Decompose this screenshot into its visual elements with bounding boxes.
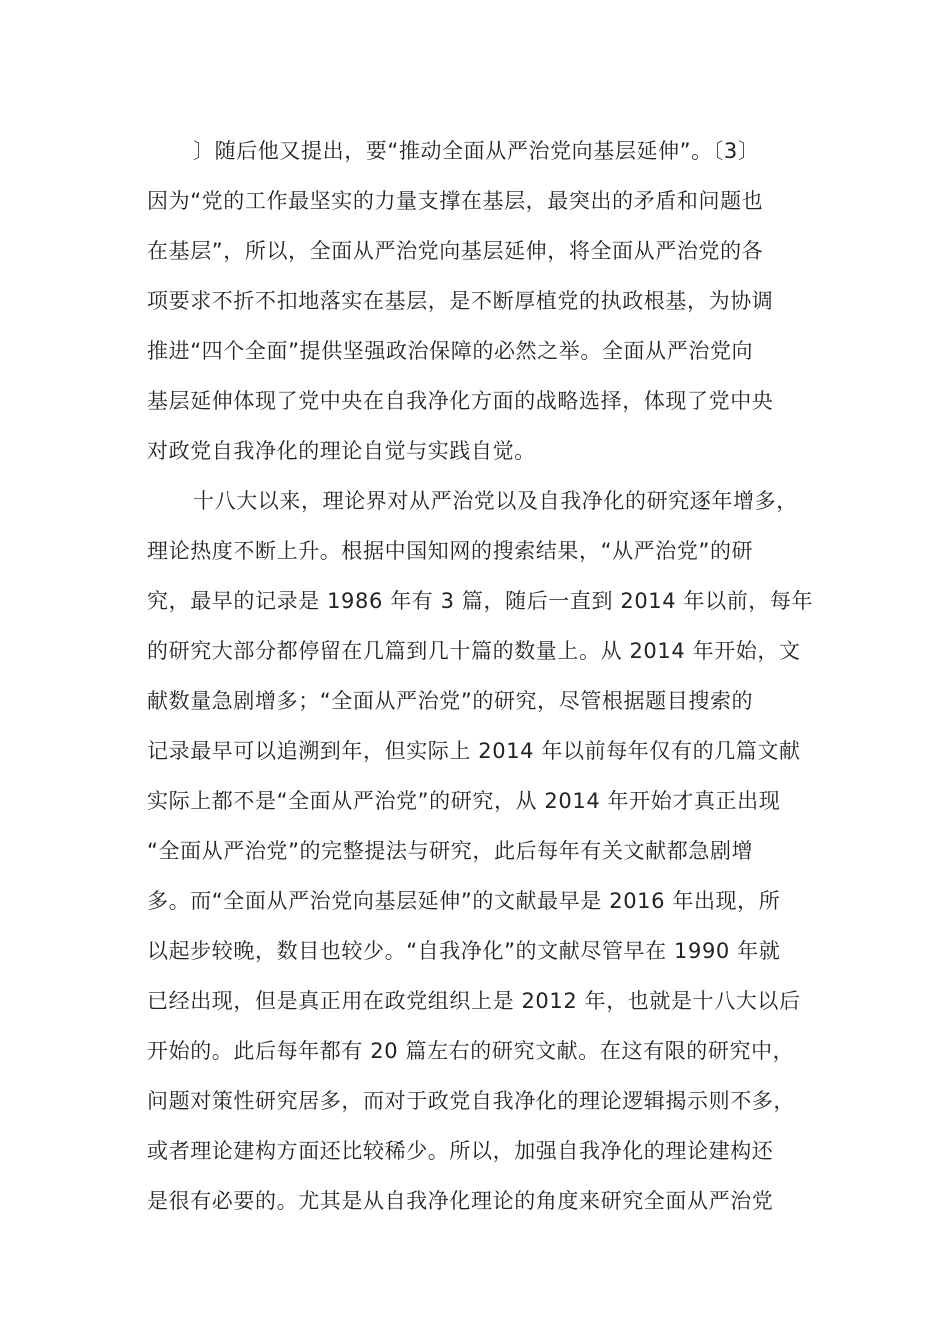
text-line: 推进“四个全面”提供坚强政治保障的必然之举。全面从严治党向 [147,339,754,363]
text-line: 实际上都不是“全面从严治党”的研究，从 2014 年开始才真正出现 [147,789,781,813]
text-line: 的研究大部分都停留在几篇到几十篇的数量上。从 2014 年开始，文 [147,639,801,663]
text-line: 问题对策性研究居多，而对于政党自我净化的理论逻辑揭示则不多， [147,1089,795,1113]
text-line: 在基层”，所以，全面从严治党向基层延伸，将全面从严治党的各 [147,239,764,263]
text-line: 因为“党的工作最坚实的力量支撑在基层，最突出的矛盾和问题也 [147,189,764,213]
text-line: 〕随后他又提出，要“推动全面从严治党向基层延伸”。〔3〕 [193,139,760,163]
text-line: 对政党自我净化的理论自觉与实践自觉。 [147,439,536,463]
text-line: 已经出现，但是真正用在政党组织上是 2012 年，也就是十八大以后 [147,989,801,1013]
text-line: 理论热度不断上升。根据中国知网的搜索结果，“从严治党”的研 [147,539,754,563]
text-line: 究，最早的记录是 1986 年有 3 篇，随后一直到 2014 年以前，每年 [147,589,814,613]
text-line: “全面从严治党”的完整提法与研究，此后每年有关文献都急剧增 [147,839,754,863]
text-line: 以起步较晚，数目也较少。“自我净化”的文献尽管早在 1990 年就 [147,939,781,963]
text-line: 十八大以来，理论界对从严治党以及自我净化的研究逐年增多， [193,489,798,513]
text-line: 多。而“全面从严治党向基层延伸”的文献最早是 2016 年出现，所 [147,889,781,913]
text-line: 或者理论建构方面还比较稀少。所以，加强自我净化的理论建构还 [147,1139,774,1163]
text-line: 记录最早可以追溯到年，但实际上 2014 年以前每年仅有的几篇文献 [147,739,801,763]
text-line: 是很有必要的。尤其是从自我净化理论的角度来研究全面从严治党 [147,1189,774,1213]
text-line: 基层延伸体现了党中央在自我净化方面的战略选择，体现了党中央 [147,389,774,413]
text-line: 献数量急剧增多；“全面从严治党”的研究，尽管根据题目搜索的 [147,689,754,713]
text-line: 开始的。此后每年都有 20 篇左右的研究文献。在这有限的研究中， [147,1039,795,1063]
text-line: 项要求不折不扣地落实在基层，是不断厚植党的执政根基，为协调 [147,289,774,313]
